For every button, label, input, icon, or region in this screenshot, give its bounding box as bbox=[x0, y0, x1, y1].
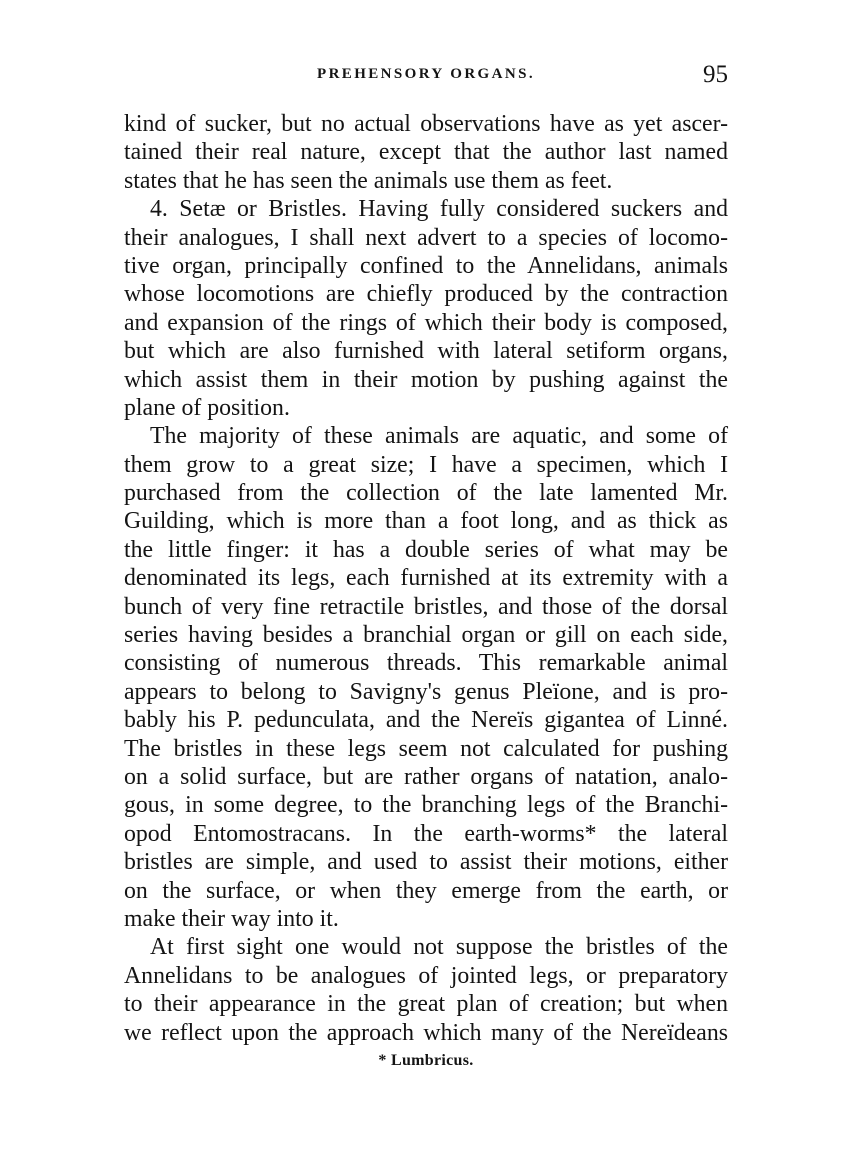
text-line: tive organ, principally confined to the Annelidans, animals bbox=[124, 252, 728, 279]
text-line: Guilding, which is more than a foot long, and as thick as bbox=[124, 508, 728, 535]
page-number: 95 bbox=[703, 61, 728, 88]
running-title: PREHENSORY ORGANS. bbox=[317, 66, 535, 82]
body-text bbox=[124, 110, 728, 1047]
text-line: their analogues, I shall next advert to a species of locomo- bbox=[124, 224, 728, 251]
text-line: which assist them in their motion by pushing against the bbox=[124, 366, 728, 393]
text-line: series having besides a branchial organ or gill on each side, bbox=[124, 622, 728, 649]
text-line: The bristles in these legs seem not calculated for pushing bbox=[124, 735, 728, 762]
text-line: kind of sucker, but no actual observations have as yet ascer- bbox=[124, 111, 728, 137]
text-line: states that he has seen the animals use them as feet. bbox=[124, 167, 613, 194]
text-line: gous, in some degree, to the branching legs of the Branchi- bbox=[124, 792, 728, 819]
text-line: bably his P. pedunculata, and the Nereïs gigantea of Linné. bbox=[124, 707, 728, 734]
text-line: the little finger: it has a double series of what may be bbox=[124, 536, 728, 563]
text-line: appears to belong to Savigny's genus Pleïone, and is pro- bbox=[124, 678, 728, 705]
text-line: and expansion of the rings of which their body is composed, bbox=[124, 309, 728, 336]
text-line: bunch of very fine retractile bristles, and those of the dorsal bbox=[124, 593, 728, 620]
text-line: At first sight one would not suppose the bristles of the bbox=[150, 934, 728, 961]
text-line: Annelidans to be analogues of jointed legs, or preparatory bbox=[124, 962, 728, 989]
text-line: consisting of numerous threads. This remarkable animal bbox=[124, 650, 728, 677]
text-line: The majority of these animals are aquatic, and some of bbox=[150, 423, 728, 450]
footnote: * Lumbricus. bbox=[378, 1052, 474, 1069]
text-line: whose locomotions are chiefly produced by the contraction bbox=[124, 281, 728, 308]
text-line: but which are also furnished with lateral setiform organs, bbox=[124, 338, 728, 365]
text-line: 4. Setæ or Bristles. Having fully considered suckers and bbox=[150, 196, 728, 223]
text-line: on the surface, or when they emerge from the earth, or bbox=[124, 877, 728, 904]
text-line: opod Entomostracans. In the earth-worms* the lateral bbox=[124, 820, 728, 847]
text-line: bristles are simple, and used to assist their motions, either bbox=[124, 849, 728, 876]
text-line: denominated its legs, each furnished at its extremity with a bbox=[124, 565, 728, 592]
text-line: plane of position. bbox=[124, 394, 290, 421]
text-line: to their appearance in the great plan of creation; but when bbox=[124, 991, 728, 1018]
text-line: them grow to a great size; I have a specimen, which I bbox=[124, 451, 728, 478]
text-line: tained their real nature, except that the author last named bbox=[124, 139, 728, 166]
text-line: on a solid surface, but are rather organs of natation, analo- bbox=[124, 763, 728, 790]
text-line: make their way into it. bbox=[124, 905, 339, 932]
text-line: we reflect upon the approach which many of the Nereïdeans bbox=[124, 1019, 728, 1046]
running-head bbox=[124, 62, 728, 92]
text-line: purchased from the collection of the late lamented Mr. bbox=[124, 480, 728, 507]
